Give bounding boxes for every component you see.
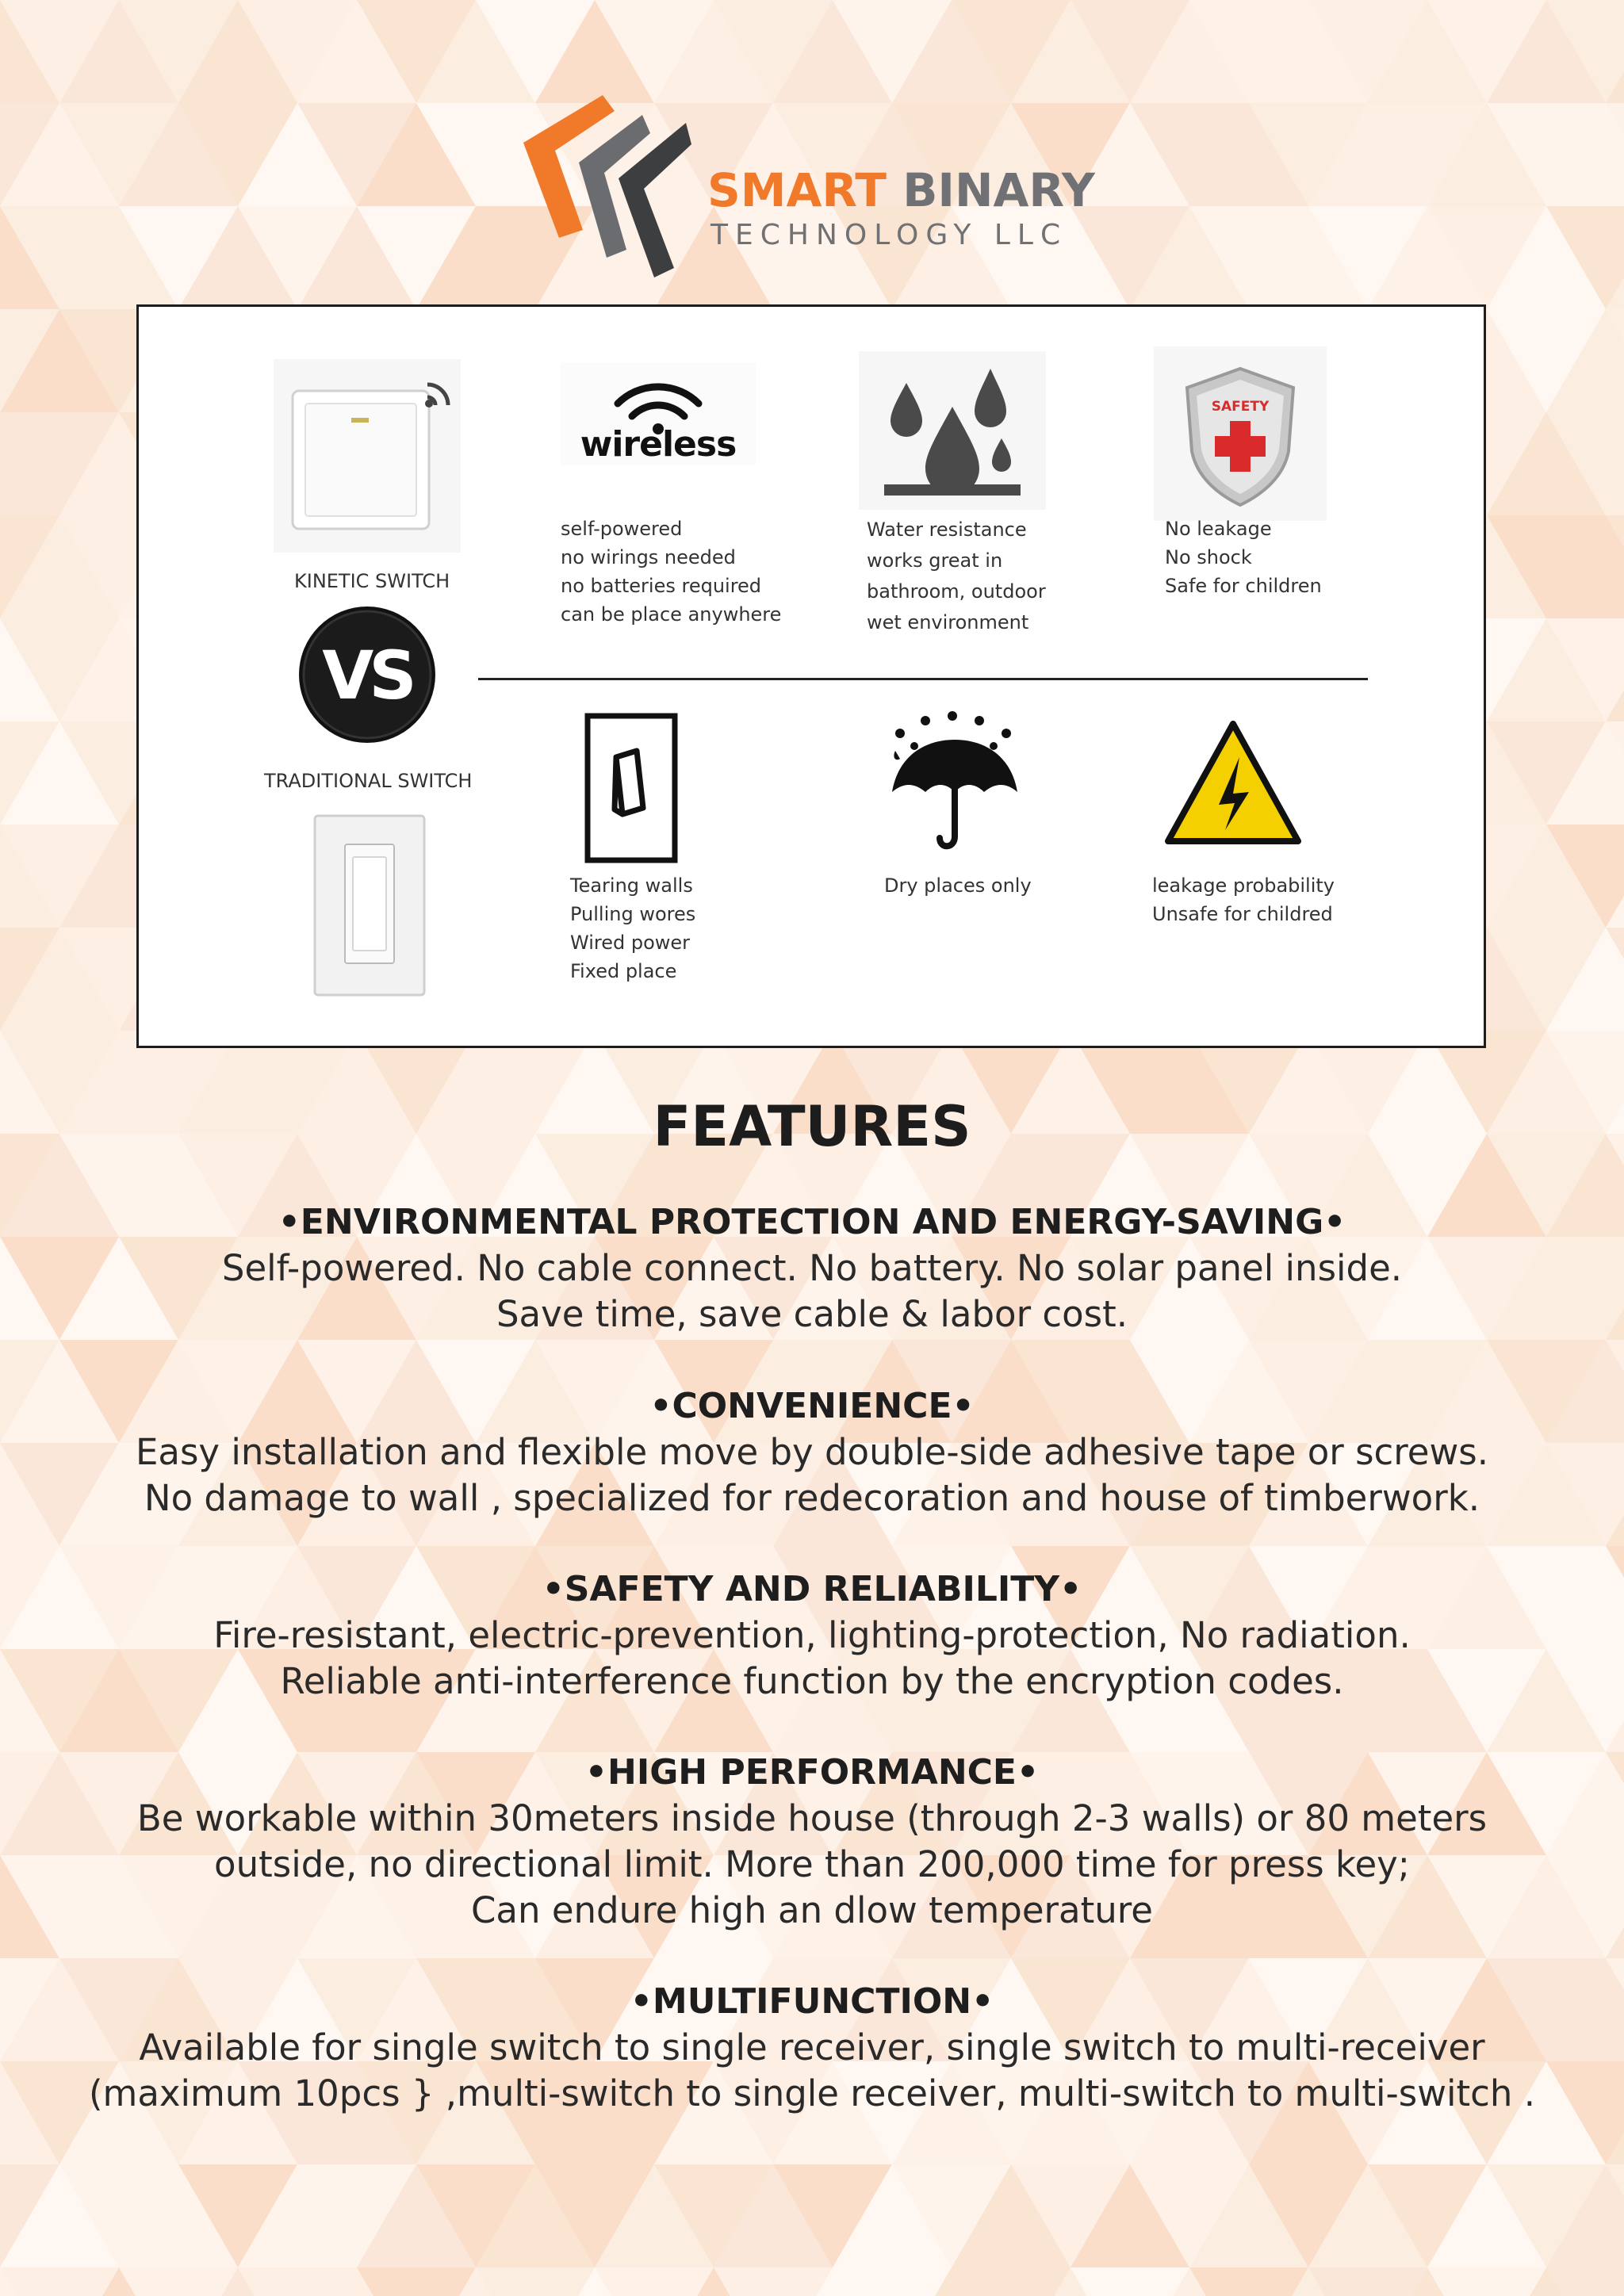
brand-word-binary: BINARY xyxy=(902,163,1095,217)
section-line: Reliable anti-interference function by the encryption codes. xyxy=(280,1660,1344,1702)
kinetic-feature-water-text xyxy=(867,515,1046,638)
list-item: Pulling wores xyxy=(570,903,696,925)
wireless-icon-text: wireless xyxy=(580,424,737,465)
section-line: Fire-resistant, electric-prevention, lighting-protection, No radiation. xyxy=(213,1614,1411,1656)
list-item: self-powered xyxy=(561,518,683,540)
section-line: Can endure high an dlow temperature xyxy=(471,1889,1153,1931)
switch-comparison-panel xyxy=(136,304,1486,1048)
section-heading: •MULTIFUNCTION• xyxy=(630,1981,994,2022)
list-item: works great in xyxy=(867,549,1003,572)
vs-badge xyxy=(294,602,440,748)
section-line: Easy installation and flexible move by double-side adhesive tape or screws. xyxy=(135,1431,1489,1473)
kinetic-feature-safety-text xyxy=(1165,515,1322,600)
traditional-feature-wall-text xyxy=(570,871,695,985)
traditional-switch-label: TRADITIONAL SWITCH xyxy=(264,770,473,792)
wireless-icon xyxy=(561,362,756,465)
section-heading: •CONVENIENCE• xyxy=(649,1386,975,1426)
section-heading: •ENVIRONMENTAL PROTECTION AND ENERGY-SAVING• xyxy=(278,1202,1346,1242)
list-item: Fixed place xyxy=(570,960,677,982)
section-line: Available for single switch to single receiver, single switch to multi-receiver xyxy=(139,2026,1485,2068)
list-item: Dry places only xyxy=(884,874,1032,897)
safety-shield-icon xyxy=(1154,346,1327,521)
list-item: Tearing walls xyxy=(570,874,693,897)
feature-section-multifunction xyxy=(0,1979,1624,2117)
list-item: leakage probability xyxy=(1152,874,1335,897)
wall-switch-icon xyxy=(578,710,681,865)
feature-section-performance xyxy=(0,1750,1624,1934)
traditional-feature-dry-text xyxy=(884,871,1032,900)
list-item: no batteries required xyxy=(561,575,762,597)
kinetic-switch-label: KINETIC SWITCH xyxy=(294,570,450,592)
list-item: Safe for children xyxy=(1165,575,1322,597)
comparison-divider xyxy=(478,678,1368,680)
feature-section-convenience xyxy=(0,1383,1624,1521)
list-item: wet environment xyxy=(867,611,1029,633)
traditional-switch-image xyxy=(310,811,429,1001)
list-item: bathroom, outdoor xyxy=(867,580,1046,603)
feature-section-environmental xyxy=(0,1200,1624,1337)
list-item: Wired power xyxy=(570,932,691,954)
water-drops-icon xyxy=(859,351,1046,510)
section-line: outside, no directional limit. More than 200,000 time for press key; xyxy=(214,1843,1410,1885)
list-item: can be place anywhere xyxy=(561,603,782,626)
company-logo xyxy=(508,87,1094,285)
brand-subline: TECHNOLOGY LLC xyxy=(710,219,1068,251)
kinetic-feature-wireless-text xyxy=(561,515,781,629)
traditional-feature-leakage-text xyxy=(1152,871,1335,928)
chevron-logo-mark xyxy=(508,87,706,285)
umbrella-rain-icon xyxy=(879,710,1030,860)
section-heading: •HIGH PERFORMANCE• xyxy=(584,1752,1040,1793)
safety-icon-text: SAFETY xyxy=(1211,399,1270,415)
feature-section-safety xyxy=(0,1567,1624,1705)
list-item: No leakage xyxy=(1165,518,1272,540)
section-line: Save time, save cable & labor cost. xyxy=(496,1293,1128,1335)
brand-name xyxy=(707,163,1095,217)
features-title: FEATURES xyxy=(653,1094,971,1159)
section-line: Be workable within 30meters inside house (through 2-3 walls) or 80 meters xyxy=(136,1797,1488,1839)
section-line: (maximum 10pcs } ,multi-switch to single receiver, multi-switch to multi-switch . xyxy=(88,2072,1536,2114)
vs-text: VS xyxy=(322,637,412,714)
list-item: Water resistance xyxy=(867,519,1027,541)
section-line: No damage to wall , specialized for redecoration and house of timberwork. xyxy=(144,1477,1480,1519)
brand-word-smart: SMART xyxy=(707,163,887,217)
list-item: Unsafe for childred xyxy=(1152,903,1333,925)
list-item: no wirings needed xyxy=(561,546,736,568)
list-item: No shock xyxy=(1165,546,1252,568)
kinetic-switch-image xyxy=(274,359,461,553)
section-line: Self-powered. No cable connect. No battery. No solar panel inside. xyxy=(221,1247,1403,1289)
section-heading: •SAFETY AND RELIABILITY• xyxy=(542,1569,1082,1609)
high-voltage-warning-icon xyxy=(1162,718,1304,851)
